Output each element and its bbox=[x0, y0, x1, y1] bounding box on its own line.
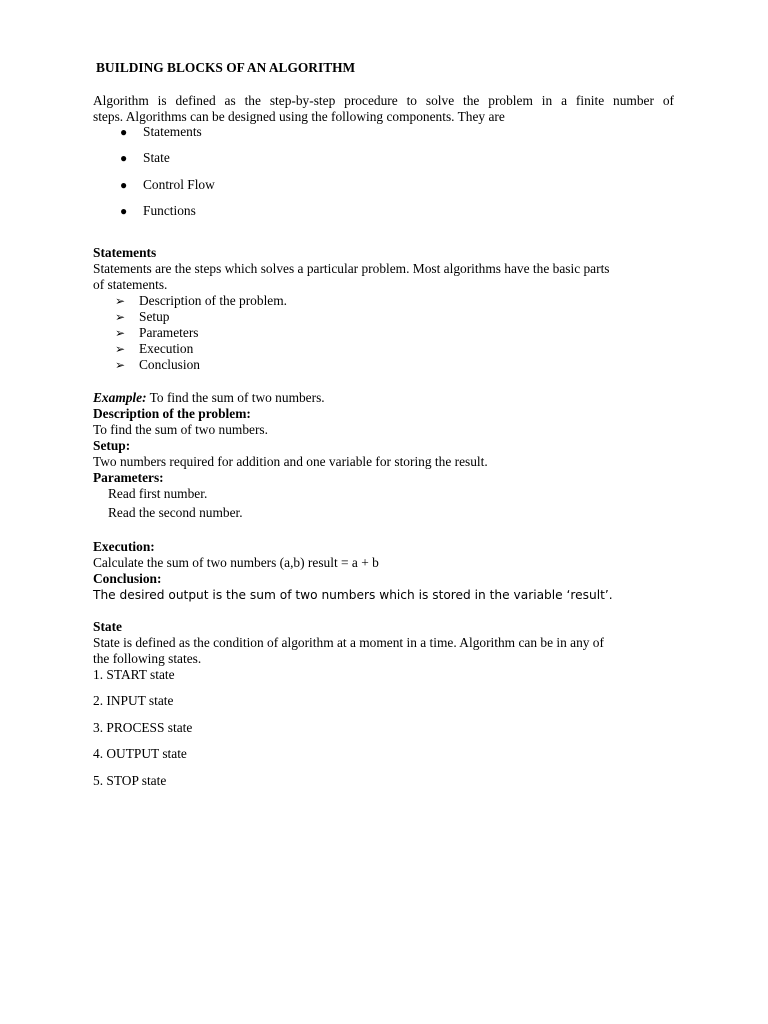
bullet-icon: ● bbox=[120, 177, 128, 192]
list-item: ➢ Parameters bbox=[115, 325, 199, 340]
example-text: To find the sum of two numbers. bbox=[146, 390, 325, 405]
list-item: 4. OUTPUT state bbox=[93, 746, 187, 762]
state-heading: State bbox=[93, 619, 123, 634]
parameter-1: Read first number. bbox=[108, 486, 208, 501]
example-section bbox=[93, 390, 675, 521]
description-heading: Description of the problem: bbox=[93, 406, 251, 421]
intro-line-1: Algorithm is defined as the step-by-step procedure to solve the problem in a finite number of bbox=[93, 93, 674, 108]
list-item: ➢ Setup bbox=[115, 309, 170, 324]
list-item: ● State bbox=[120, 150, 170, 166]
statements-desc-line-2: of statements. bbox=[93, 277, 168, 292]
list-item: ➢ Conclusion bbox=[115, 357, 201, 372]
description-text: To find the sum of two numbers. bbox=[93, 422, 268, 437]
statements-heading: Statements bbox=[93, 245, 157, 260]
execution-text: Calculate the sum of two numbers (a,b) result = a + b bbox=[93, 555, 379, 570]
components-list bbox=[93, 124, 215, 230]
bullet-icon: ● bbox=[120, 125, 128, 139]
list-item: ● Functions bbox=[120, 203, 196, 219]
arrow-bullet-icon: ➢ bbox=[115, 294, 126, 308]
execution-section bbox=[93, 539, 675, 603]
conclusion-text: The desired output is the sum of two numbers which is stored in the variable ‘result’. bbox=[93, 588, 613, 602]
state-list bbox=[93, 667, 675, 799]
state-desc-line-1: State is defined as the condition of algorithm at a moment in a time. Algorithm can be in any of bbox=[93, 635, 604, 650]
list-item: ● Statements bbox=[120, 124, 202, 139]
example-line bbox=[93, 390, 675, 406]
example-label: Example: bbox=[93, 390, 147, 405]
statement-parts-list bbox=[93, 293, 675, 373]
state-desc-line-2: the following states. bbox=[93, 651, 202, 666]
list-item: 5. STOP state bbox=[93, 772, 167, 788]
list-item: ● Control Flow bbox=[120, 176, 215, 192]
parameters-heading: Parameters: bbox=[93, 470, 164, 485]
arrow-bullet-icon: ➢ bbox=[115, 342, 126, 356]
list-item: ➢ Execution bbox=[115, 341, 194, 356]
bullet-icon: ● bbox=[120, 204, 128, 219]
list-item: 3. PROCESS state bbox=[93, 719, 193, 735]
list-item: 2. INPUT state bbox=[93, 693, 174, 709]
arrow-bullet-icon: ➢ bbox=[115, 310, 126, 324]
intro-line-2: steps. Algorithms can be designed using the following components. They are bbox=[93, 109, 505, 124]
execution-heading: Execution: bbox=[93, 539, 155, 554]
conclusion-heading: Conclusion: bbox=[93, 571, 162, 586]
statements-desc-line-1: Statements are the steps which solves a particular problem. Most algorithms have the basic parts bbox=[93, 261, 610, 276]
setup-heading: Setup: bbox=[93, 438, 131, 453]
bullet-icon: ● bbox=[120, 151, 128, 166]
page-title: BUILDING BLOCKS OF AN ALGORITHM bbox=[96, 60, 356, 75]
arrow-bullet-icon: ➢ bbox=[115, 358, 126, 372]
list-item: ➢ Description of the problem. bbox=[115, 293, 288, 308]
arrow-bullet-icon: ➢ bbox=[115, 326, 126, 340]
state-section bbox=[93, 619, 675, 799]
intro-paragraph bbox=[93, 93, 674, 125]
statements-section bbox=[93, 245, 675, 373]
list-item: 1. START state bbox=[93, 667, 175, 682]
parameter-2: Read the second number. bbox=[108, 505, 243, 520]
setup-text: Two numbers required for addition and one variable for storing the result. bbox=[93, 454, 488, 469]
